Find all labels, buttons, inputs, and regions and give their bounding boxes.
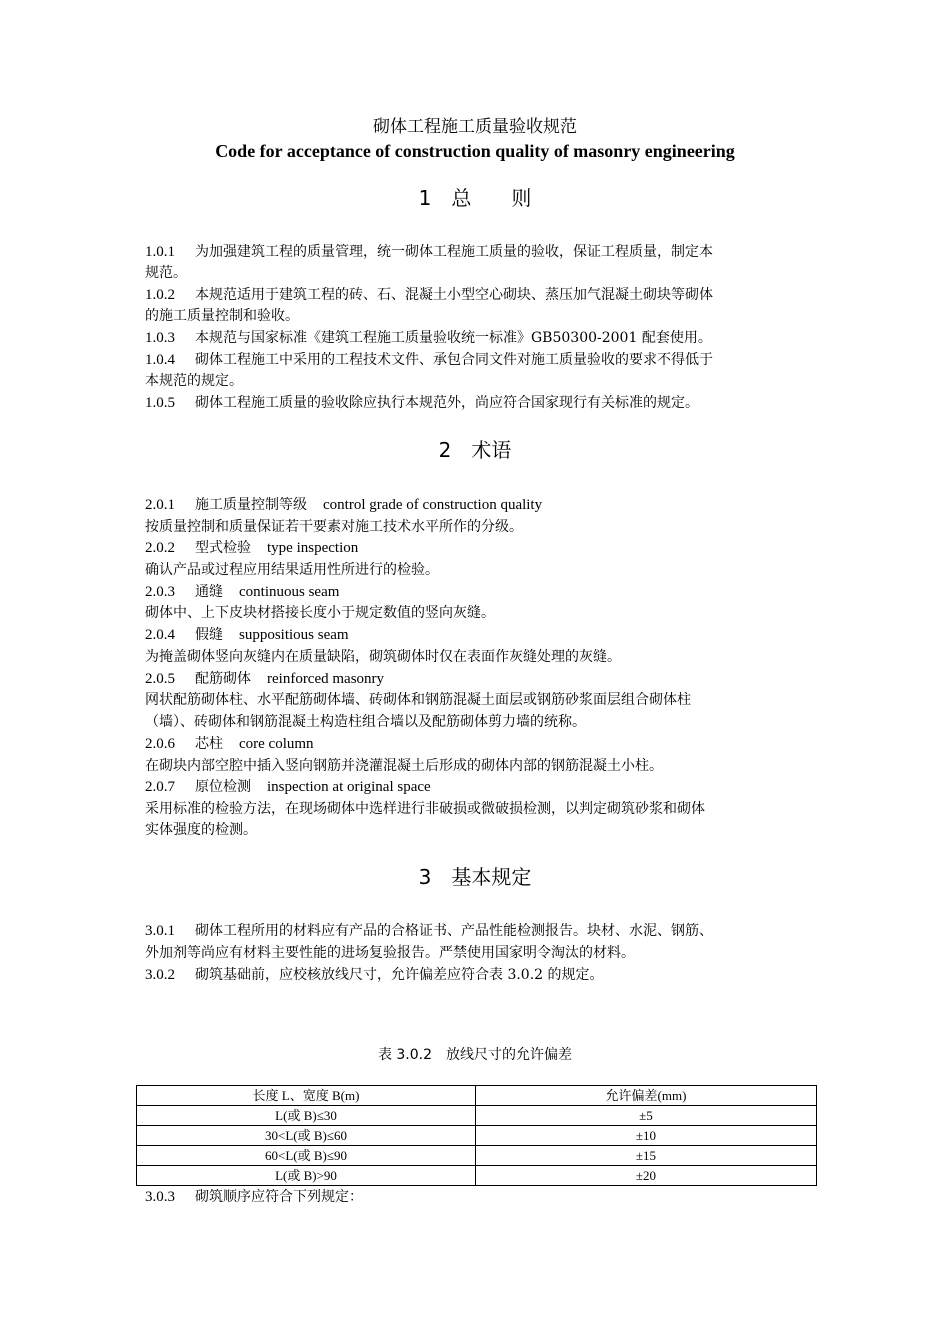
term-en: core column [239, 736, 314, 752]
table-cell: L(或 B)>90 [137, 1166, 476, 1186]
clause-number: 1.0.4 [145, 352, 175, 368]
term-en: type inspection [267, 540, 359, 556]
table-cell: ±15 [476, 1146, 817, 1166]
term-cn: 芯柱 [195, 736, 223, 752]
clause-text: 砌体中、上下皮块材搭接长度小于规定数值的竖向灰缝。 [145, 605, 495, 621]
document-title-cn: 砌体工程施工质量验收规范 [373, 117, 577, 137]
clause-line [145, 263, 810, 284]
term-en: suppositious seam [239, 627, 349, 643]
clause-line [145, 285, 810, 306]
table-row [137, 1126, 817, 1146]
term-en: inspection at original space [267, 779, 431, 795]
term-line [145, 495, 810, 516]
table-caption: 表 3.0.2 放线尺寸的允许偏差 [377, 1047, 573, 1063]
term-definition [145, 690, 810, 711]
term-cn: 配筋砌体 [195, 671, 251, 687]
clause-number: 2.0.4 [145, 627, 175, 643]
clause-text: 为加强建筑工程的质量管理，统一砌体工程施工质量的验收，保证工程质量，制定本 [195, 244, 713, 260]
clause-text: 在砌块内部空腔中插入竖向钢筋并浇灌混凝土后形成的砌体内部的钢筋混凝土小柱。 [145, 758, 663, 774]
term-line [145, 669, 810, 690]
term-definition [145, 756, 810, 777]
clause-text: 外加剂等尚应有材料主要性能的进场复验报告。严禁使用国家明令淘汰的材料。 [145, 945, 635, 961]
clause-line [145, 306, 810, 327]
table-header-cell: 允许偏差(mm) [476, 1086, 817, 1106]
clause-line [145, 1187, 810, 1208]
clause-number: 3.0.3 [145, 1189, 175, 1205]
term-cn: 施工质量控制等级 [195, 497, 307, 513]
clause-number: 2.0.7 [145, 779, 175, 795]
clause-text: 本规范适用于建筑工程的砖、石、混凝土小型空心砌块、蒸压加气混凝土砌块等砌体 [195, 287, 713, 303]
clause-number: 2.0.2 [145, 540, 175, 556]
clause-line [145, 393, 810, 414]
table-header-row [137, 1086, 817, 1106]
table-cell: 30<L(或 B)≤60 [137, 1126, 476, 1146]
clause-text: 砌筑顺序应符合下列规定： [195, 1189, 363, 1205]
clause-number: 1.0.3 [145, 330, 175, 346]
term-definition [145, 820, 810, 841]
clause-line [145, 350, 810, 371]
clause-number: 1.0.1 [145, 244, 175, 260]
document-title-en: Code for acceptance of construction quality of masonry engineering [215, 141, 735, 161]
section-heading-1: 1 总 则 [418, 186, 532, 210]
term-line [145, 538, 810, 559]
term-cn: 型式检验 [195, 540, 251, 556]
table-cell: ±10 [476, 1126, 817, 1146]
clause-number: 2.0.5 [145, 671, 175, 687]
clause-line [145, 921, 810, 942]
table-cell: ±5 [476, 1106, 817, 1126]
term-line [145, 582, 810, 603]
term-definition [145, 603, 810, 624]
term-definition [145, 712, 810, 733]
term-line [145, 777, 810, 798]
clause-line [145, 328, 810, 349]
tolerance-table [136, 1085, 817, 1186]
clause-number: 1.0.2 [145, 287, 175, 303]
clause-text: 砌体工程所用的材料应有产品的合格证书、产品性能检测报告。块材、水泥、钢筋、 [195, 923, 713, 939]
clause-text: 网状配筋砌体柱、水平配筋砌体墙、砖砌体和钢筋混凝土面层或钢筋砂浆面层组合砌体柱 [145, 692, 691, 708]
term-cn: 原位检测 [195, 779, 251, 795]
clause-text: 确认产品或过程应用结果适用性所进行的检验。 [145, 562, 439, 578]
clause-text: 本规范与国家标准《建筑工程施工质量验收统一标准》GB50300-2001 配套使用。 [195, 330, 712, 346]
term-en: continuous seam [239, 584, 340, 600]
term-definition [145, 647, 810, 668]
clause-number: 2.0.1 [145, 497, 175, 513]
term-en: reinforced masonry [267, 671, 385, 687]
table-row [137, 1166, 817, 1186]
clause-number: 2.0.3 [145, 584, 175, 600]
clause-text: 本规范的规定。 [145, 373, 243, 389]
term-cn: 通缝 [195, 584, 223, 600]
term-definition [145, 517, 810, 538]
section-heading-2: 2 术语 [438, 438, 512, 462]
table-header-cell: 长度 L、宽度 B(m) [137, 1086, 476, 1106]
term-definition [145, 560, 810, 581]
clause-line [145, 965, 810, 986]
section-heading-3: 3 基本规定 [418, 865, 532, 889]
clause-text: 砌筑基础前，应校核放线尺寸，允许偏差应符合表 3.0.2 的规定。 [195, 967, 604, 983]
clause-text: 砌体工程施工质量的验收除应执行本规范外，尚应符合国家现行有关标准的规定。 [195, 395, 699, 411]
term-line [145, 625, 810, 646]
table-cell: ±20 [476, 1166, 817, 1186]
term-en: control grade of construction quality [323, 497, 543, 513]
clause-number: 1.0.5 [145, 395, 175, 411]
table-row [137, 1106, 817, 1126]
clause-number: 3.0.1 [145, 923, 175, 939]
clause-text: 的施工质量控制和验收。 [145, 308, 299, 324]
term-line [145, 734, 810, 755]
clause-text: 规范。 [145, 265, 187, 281]
clause-line [145, 371, 810, 392]
term-definition [145, 799, 810, 820]
clause-text: 砌体工程施工中采用的工程技术文件、承包合同文件对施工质量验收的要求不得低于 [195, 352, 713, 368]
clause-line [145, 943, 810, 964]
table-row [137, 1146, 817, 1166]
term-cn: 假缝 [195, 627, 223, 643]
clause-text: 采用标准的检验方法，在现场砌体中选样进行非破损或微破损检测，以判定砌筑砂浆和砌体 [145, 801, 705, 817]
clause-line [145, 242, 810, 263]
table-cell: L(或 B)≤30 [137, 1106, 476, 1126]
clause-number: 3.0.2 [145, 967, 175, 983]
clause-number: 2.0.6 [145, 736, 175, 752]
clause-text: 为掩盖砌体竖向灰缝内在质量缺陷，砌筑砌体时仅在表面作灰缝处理的灰缝。 [145, 649, 621, 665]
clause-text: 按质量控制和质量保证若干要素对施工技术水平所作的分级。 [145, 519, 523, 535]
clause-text: 实体强度的检测。 [145, 822, 257, 838]
table-cell: 60<L(或 B)≤90 [137, 1146, 476, 1166]
clause-text: （墙）、砖砌体和钢筋混凝土构造柱组合墙以及配筋砌体剪力墙的统称。 [145, 714, 586, 730]
